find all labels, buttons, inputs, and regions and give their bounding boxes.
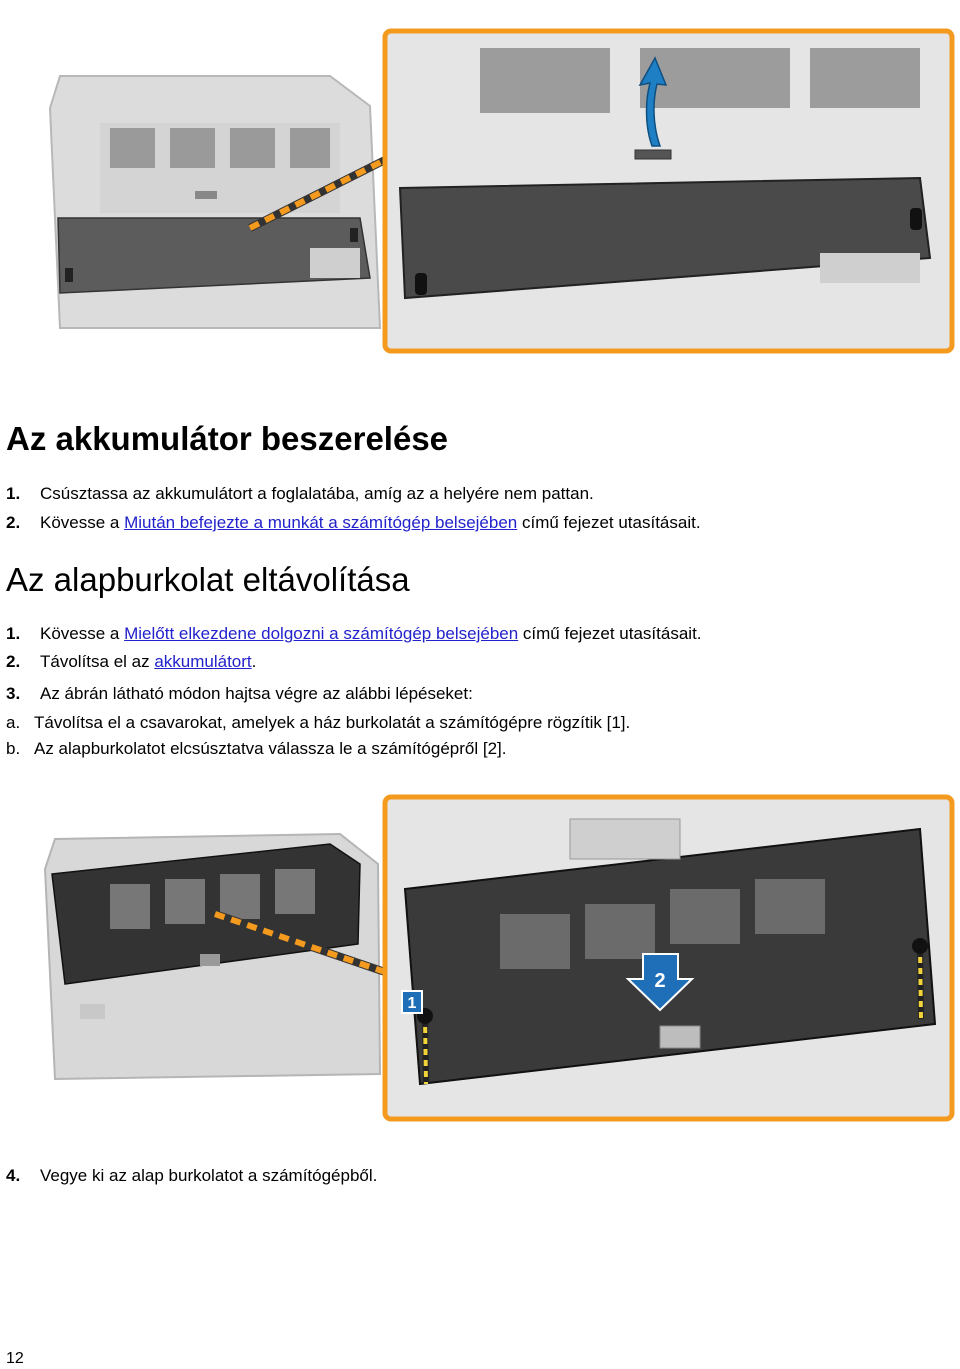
- step-number: 3.: [6, 684, 21, 703]
- step-text: Kövesse a: [40, 513, 125, 532]
- step-item: [6, 484, 594, 504]
- section-heading-battery-install: Az akkumulátor beszerelése: [6, 420, 449, 457]
- callout-badge-1: [402, 991, 422, 1013]
- step-item: [6, 684, 473, 704]
- link-battery[interactable]: akkumulátort: [154, 652, 252, 671]
- substep-item: [6, 739, 506, 759]
- step-text: Az ábrán látható módon hajtsa végre az alábbi lépéseket:: [40, 684, 473, 703]
- step-text: Csúsztassa az akkumulátort a foglalatába, amíg az a helyére nem pattan.: [40, 484, 594, 503]
- figure-battery-install: [40, 28, 958, 380]
- substep-label: b.: [6, 739, 21, 758]
- zoom-detail-box: [385, 797, 952, 1119]
- step-number: 4.: [6, 1166, 21, 1185]
- step-text: Kövesse a: [40, 624, 125, 643]
- step-item: [6, 1166, 377, 1186]
- step-text: című fejezet utasításait.: [517, 513, 701, 532]
- step-item: [6, 624, 702, 644]
- page-number: 12: [6, 1350, 24, 1367]
- step-number: 1.: [6, 624, 21, 643]
- substep-label: a.: [6, 713, 21, 732]
- step-number: 2.: [6, 652, 21, 671]
- step-number: 1.: [6, 484, 21, 503]
- laptop-overview-illustration: [50, 76, 380, 328]
- link-after-working-inside[interactable]: Miután befejezte a munkát a számítógép belsejében: [124, 513, 518, 532]
- step-text: Vegye ki az alap burkolatot a számítógépből.: [40, 1166, 378, 1185]
- callout-number: 2: [654, 970, 666, 992]
- step-text: Távolítsa el az: [40, 652, 155, 671]
- step-text: .: [251, 652, 257, 671]
- link-before-working-inside[interactable]: Mielőtt elkezdene dolgozni a számítógép belsejében: [124, 624, 519, 643]
- step-number: 2.: [6, 513, 21, 532]
- zoom-detail-box: [385, 31, 952, 351]
- step-text: című fejezet utasításait.: [518, 624, 702, 643]
- figure-base-cover-removal: [40, 794, 958, 1130]
- step-item: [6, 513, 701, 533]
- substep-text: Az alapburkolatot elcsúsztatva válassza le a számítógépről [2].: [34, 739, 507, 758]
- callout-number: 1: [407, 995, 417, 1012]
- substep-item: [6, 713, 630, 733]
- section-heading-base-cover-removal: Az alapburkolat eltávolítása: [6, 561, 410, 598]
- step-item: [6, 652, 256, 672]
- substep-text: Távolítsa el a csavarokat, amelyek a ház burkolatát a számítógépre rögzítik [1].: [34, 713, 631, 732]
